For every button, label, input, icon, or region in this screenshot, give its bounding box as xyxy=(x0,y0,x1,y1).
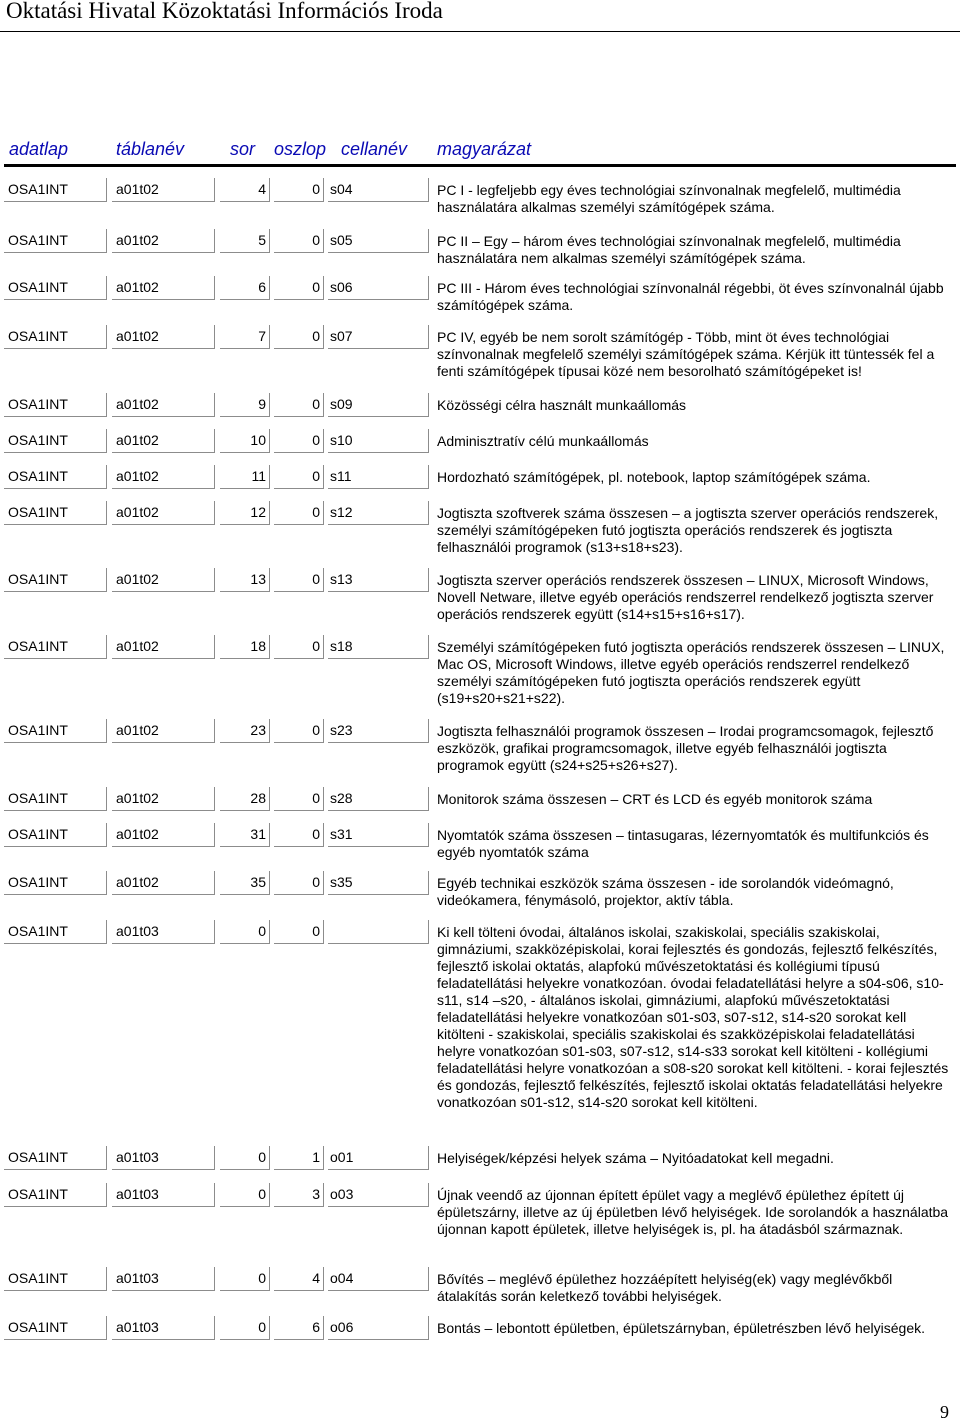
cellanev-cell: s35 xyxy=(328,871,429,895)
adatlap-cell: OSA1INT xyxy=(4,393,107,417)
oszlop-cell: 0 xyxy=(274,325,324,349)
cellanev-cell: s11 xyxy=(328,465,429,489)
sor-cell: 0 xyxy=(220,1316,270,1340)
oszlop-cell: 0 xyxy=(274,276,324,300)
adatlap-cell: OSA1INT xyxy=(4,635,107,659)
column-header-oszlop: oszlop xyxy=(274,139,327,159)
oszlop-cell: 0 xyxy=(274,178,324,202)
tablanev-cell: a01t02 xyxy=(112,719,215,743)
cellanev-cell: s12 xyxy=(328,501,429,525)
explanation-text: PC I - legfeljebb egy éves technológiai színvonalnak megfelelő, multimédia használatára alkalmas személyi számítógépek száma. xyxy=(437,182,901,215)
cellanev-cell: s06 xyxy=(328,276,429,300)
adatlap-cell: OSA1INT xyxy=(4,719,107,743)
tablanev-cell: a01t02 xyxy=(112,568,215,592)
page-number: 9 xyxy=(940,1402,949,1422)
oszlop-cell: 0 xyxy=(274,501,324,525)
sor-cell: 5 xyxy=(220,229,270,253)
explanation-text: Ki kell tölteni óvodai, általános iskolai, szakiskolai, speciális szakiskolai, gimnáziumi, szakközépiskolai, korai fejlesztés és gondozás, fejlesztő felkészítés, fejlesztő iskolai oktatás, alapfokú művészetoktatási és kollégiumi típusú feladatellátási helyekre vonatkozóan. óvodai feladatellátási helyre a s04-s06, s10-s11, s14 –s20, - általános iskolai, gimnáziumi, alapfokú művészetoktatási feladatellátási helyekre vonatkozóan s01-s03, s07-s12, s14-s20 sorokat kell kitölteni - szakiskolai, speciális szakiskolai és szakközépiskolai feladatellátási helyre vonatkozóan s01-s03, s07-s12, s14-s33 sorokat kell kitölteni - kollégiumi feladatellátási helyre vonatkozóan a s08-s20 sorokat kell kitölteni. - korai fejlesztés és gondozás, fejlesztő felkészítés, fejlesztő iskolai oktatás feladatellátási helyekre vonatkozóan s01-s12, s14-s20 sorokat kell kitölteni. xyxy=(437,924,949,1110)
adatlap-cell: OSA1INT xyxy=(4,429,107,453)
oszlop-cell: 0 xyxy=(274,871,324,895)
cellanev-cell: o04 xyxy=(328,1267,429,1291)
explanation-text: Bontás – lebontott épületben, épületszárnyban, épületrészben lévő helyiségek. xyxy=(437,1320,926,1336)
sor-cell: 9 xyxy=(220,393,270,417)
explanation-text: Személyi számítógépeken futó jogtiszta operációs rendszerek összesen – LINUX, Mac OS, Microsoft Windows, illetve egyéb operációs rendszerrel rendelkező személyi számítógépeken futó jogtiszta operációs rendszerek együtt (s19+s20+s21+s22). xyxy=(437,639,945,706)
sor-cell: 0 xyxy=(220,920,270,944)
cellanev-cell: s10 xyxy=(328,429,429,453)
cellanev-cell: o03 xyxy=(328,1183,429,1207)
adatlap-cell: OSA1INT xyxy=(4,823,107,847)
explanation-text: PC IV, egyéb be nem sorolt számítógép - Több, mint öt éves technológiai színvonalnak megfelelő személyi számítógépek száma. Kérjük itt tüntessék fel a fenti számítógépek típusai közé nem besorolható számítógépeket is! xyxy=(437,329,935,379)
column-header-adatlap: adatlap xyxy=(9,139,69,159)
explanation-text: Jogtiszta szoftverek száma összesen – a jogtiszta szerver operációs rendszerek, személyi számítógépeken futó jogtiszta operációs rendszerek és jogtiszta felhasználói programok (s13+s18+s23). xyxy=(437,505,939,555)
column-header-tablanev: táblanév xyxy=(116,139,185,159)
header-divider xyxy=(0,31,960,32)
oszlop-cell: 0 xyxy=(274,465,324,489)
explanation-text: PC II – Egy – három éves technológiai színvonalnak megfelelő, multimédia használatára nem alkalmas személyi számítógépek száma. xyxy=(437,233,901,266)
sor-cell: 0 xyxy=(220,1267,270,1291)
adatlap-cell: OSA1INT xyxy=(4,871,107,895)
adatlap-cell: OSA1INT xyxy=(4,501,107,525)
adatlap-cell: OSA1INT xyxy=(4,787,107,811)
adatlap-cell: OSA1INT xyxy=(4,229,107,253)
explanation-text: Nyomtatók száma összesen – tintasugaras, lézernyomtatók és multifunkciós és egyéb nyomtatók száma xyxy=(437,827,929,860)
adatlap-cell: OSA1INT xyxy=(4,276,107,300)
cellanev-cell: s23 xyxy=(328,719,429,743)
adatlap-cell: OSA1INT xyxy=(4,568,107,592)
explanation-text: Újnak veendő az újonnan épített épület vagy a meglévő épülethez épített új épületszárny, illetve az új épületben lévő helyiségek. Ide sorolandók a használatba újonnan kapott épületek, illetve helyiségek is, pl. ha átadásból származnak. xyxy=(437,1187,949,1237)
sor-cell: 11 xyxy=(220,465,270,489)
oszlop-cell: 0 xyxy=(274,393,324,417)
tablanev-cell: a01t02 xyxy=(112,393,215,417)
explanation-text: Monitorok száma összesen – CRT és LCD és egyéb monitorok száma xyxy=(437,791,873,807)
column-header-cellanev: cellanév xyxy=(341,139,408,159)
tablanev-cell: a01t03 xyxy=(112,1183,215,1207)
cellanev-cell: s07 xyxy=(328,325,429,349)
explanation-text: Bővítés – meglévő épülethez hozzáépített helyiség(ek) vagy meglévőkből átalakítás során keletkező további helyiségek. xyxy=(437,1271,893,1304)
cellanev-cell: s05 xyxy=(328,229,429,253)
explanation-text: Hordozható számítógépek, pl. notebook, laptop számítógépek száma. xyxy=(437,469,871,485)
explanation-text: Jogtiszta felhasználói programok összesen – Irodai programcsomagok, fejlesztő eszközök, grafikai programcsomagok, illetve egyéb felhasználói jogtiszta programok együtt (s24+s25+s26+s27). xyxy=(437,723,934,773)
explanation-text: Közösségi célra használt munkaállomás xyxy=(437,397,687,413)
explanation-text: PC III - Három éves technológiai színvonalnál régebbi, öt éves színvonalnál újabb számítógépek száma. xyxy=(437,280,944,313)
oszlop-cell: 0 xyxy=(274,568,324,592)
sor-cell: 0 xyxy=(220,1183,270,1207)
sor-cell: 4 xyxy=(220,178,270,202)
cellanev-cell: o01 xyxy=(328,1146,429,1170)
cellanev-cell: s28 xyxy=(328,787,429,811)
oszlop-cell: 4 xyxy=(274,1267,324,1291)
tablanev-cell: a01t02 xyxy=(112,325,215,349)
cellanev-cell: s18 xyxy=(328,635,429,659)
tablanev-cell: a01t03 xyxy=(112,1146,215,1170)
tablanev-cell: a01t03 xyxy=(112,1316,215,1340)
oszlop-cell: 6 xyxy=(274,1316,324,1340)
oszlop-cell: 3 xyxy=(274,1183,324,1207)
adatlap-cell: OSA1INT xyxy=(4,1267,107,1291)
cellanev-cell: s13 xyxy=(328,568,429,592)
cellanev-cell: s31 xyxy=(328,823,429,847)
tablanev-cell: a01t02 xyxy=(112,501,215,525)
adatlap-cell: OSA1INT xyxy=(4,465,107,489)
column-header-magyarazat: magyarázat xyxy=(437,139,532,159)
tablanev-cell: a01t02 xyxy=(112,787,215,811)
tablanev-cell: a01t02 xyxy=(112,178,215,202)
tablanev-cell: a01t03 xyxy=(112,920,215,944)
tablanev-cell: a01t02 xyxy=(112,229,215,253)
oszlop-cell: 0 xyxy=(274,787,324,811)
cellanev-cell: s04 xyxy=(328,178,429,202)
adatlap-cell: OSA1INT xyxy=(4,920,107,944)
oszlop-cell: 0 xyxy=(274,429,324,453)
sor-cell: 13 xyxy=(220,568,270,592)
oszlop-cell: 1 xyxy=(274,1146,324,1170)
sor-cell: 31 xyxy=(220,823,270,847)
oszlop-cell: 0 xyxy=(274,719,324,743)
adatlap-cell: OSA1INT xyxy=(4,1183,107,1207)
explanation-text: Helyiségek/képzési helyek száma – Nyitóadatokat kell megadni. xyxy=(437,1150,834,1166)
sor-cell: 6 xyxy=(220,276,270,300)
oszlop-cell: 0 xyxy=(274,229,324,253)
column-header-sor: sor xyxy=(230,139,256,159)
sor-cell: 28 xyxy=(220,787,270,811)
tablanev-cell: a01t02 xyxy=(112,635,215,659)
column-header-divider xyxy=(4,164,956,167)
tablanev-cell: a01t02 xyxy=(112,465,215,489)
explanation-text: Jogtiszta szerver operációs rendszerek összesen – LINUX, Microsoft Windows, Novell Netware, illetve egyéb operációs rendszerrel rendelkező jogtiszta szerver operációs rendszerek együtt (s14+s15+s16+s17). xyxy=(437,572,934,622)
oszlop-cell: 0 xyxy=(274,635,324,659)
cellanev-cell: s09 xyxy=(328,393,429,417)
sor-cell: 0 xyxy=(220,1146,270,1170)
tablanev-cell: a01t02 xyxy=(112,871,215,895)
sor-cell: 7 xyxy=(220,325,270,349)
sor-cell: 23 xyxy=(220,719,270,743)
adatlap-cell: OSA1INT xyxy=(4,178,107,202)
tablanev-cell: a01t02 xyxy=(112,276,215,300)
tablanev-cell: a01t02 xyxy=(112,429,215,453)
cellanev-cell xyxy=(328,920,429,944)
adatlap-cell: OSA1INT xyxy=(4,325,107,349)
sor-cell: 10 xyxy=(220,429,270,453)
header-title: Oktatási Hivatal Közoktatási Információs Iroda xyxy=(6,0,443,23)
explanation-text: Egyéb technikai eszközök száma összesen - ide sorolandók videómagnó, videókamera, fénymásoló, projektor, aktív tábla. xyxy=(437,875,894,908)
explanation-text: Adminisztratív célú munkaállomás xyxy=(437,433,649,449)
adatlap-cell: OSA1INT xyxy=(4,1316,107,1340)
sor-cell: 18 xyxy=(220,635,270,659)
sor-cell: 12 xyxy=(220,501,270,525)
cellanev-cell: o06 xyxy=(328,1316,429,1340)
tablanev-cell: a01t02 xyxy=(112,823,215,847)
tablanev-cell: a01t03 xyxy=(112,1267,215,1291)
oszlop-cell: 0 xyxy=(274,823,324,847)
sor-cell: 35 xyxy=(220,871,270,895)
oszlop-cell: 0 xyxy=(274,920,324,944)
adatlap-cell: OSA1INT xyxy=(4,1146,107,1170)
